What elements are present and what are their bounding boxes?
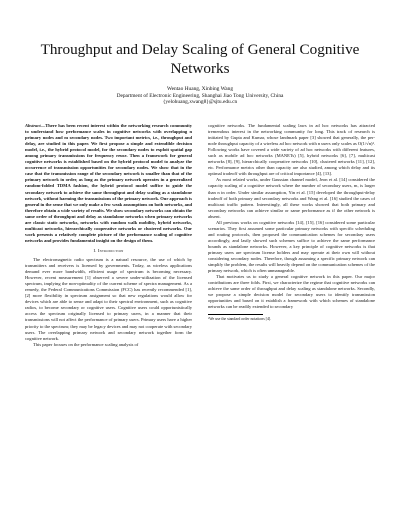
right-column (208, 123, 375, 322)
paper-title: Throughput and Delay Scaling of General Cognitive Networks (40, 41, 360, 77)
right-paragraph-1: cognitive networks. The fundamental scaling laws in ad hoc networks has attracted tremendous interest in the networking community for long. This track of research is initiated by Gupta and Kumar, whose landmark paper [3] showed that generally, the per-node throughput capacity of a wireless ad hoc network with n users only scales as O(1/√n)¹. Following works have covered a wide variety of ad hoc networks with different features, such as mobile ad hoc networks (MANETs) [5], hybrid networks [6], [7], multicast networks [8], [9], hierarchically cooperative networks [10], clustered networks [11], [12], etc. Performance metrics other than capacity are also studied, among which delay and its optimal tradeoff with throughput are of critical importance [4], [13]. (208, 123, 375, 177)
abstract (25, 123, 192, 244)
author-email: {yelohuang,xwang8}@sjtu.edu.cn (162, 99, 238, 106)
footnote-divider (208, 314, 263, 315)
intro-paragraph-2: This paper focuses on the performance scaling analysis of (33, 341, 139, 347)
left-column (25, 123, 192, 348)
right-paragraph-2: As most related works, under Gaussian channel model, Jeon et al. [14] considered the capacity scaling of a cognitive network where the number of secondary users, m, is larger than n in order. Under similar assumption, Yin et al. [15] developed the throughput-delay tradeoff of both primary and secondary networks and Wang et al. [16] studied the cases of multicast traffic pattern. Interestingly, all these works showed that both primary and secondary networks can achieve similar or same performance as if the other network is absent. (208, 177, 375, 219)
author-names: Wentao Huang, Xinbing Wang (166, 86, 234, 92)
section-heading-introduction: I. Introduction (93, 247, 124, 253)
author-affiliation: Department of Electronic Engineering, Shanghai Jiao Tong University, China (116, 92, 284, 99)
abstract-text: —There has been recent interest within the networking research community to understand how performance scales in cognitive networks with overlapping n primary nodes and m secondary nodes. Two important metrics, i.e., throughput and delay, are studied in this paper. We first propose a simple and extendible decision model, i.e., the hybrid protocol model, for the secondary nodes to exploit spatial gap among primary transmissions for frequency reuse. Then a framework for general cognitive networks is established based on the hybrid protocol model to analyze the occurrence of transmission opportunities for secondary nodes. We show that in the case that the transmission range of the secondary network is smaller than that of the primary network in order, as long as the primary network operates in a generalized random-folded TDMA fashion, the hybrid protocol model suffice to guide the secondary network to achieve the same throughput and delay scaling as a standalone network, without harming the transmissions of the primary network. Our approach is general in the sense that we only make a few weak assumptions on both networks, and therefore obtain a wide variety of results. We show secondary networks can obtain the same order of throughput and delay as standalone networks when primary networks are classic static networks, networks with random walk mobility, hybrid networks, multicast networks, hierarchically cooperative networks or clustered networks. Our work presents a relatively complete picture of the performance scaling of cognitive networks and provides fundamental insight on the design of them. (25, 123, 192, 243)
right-paragraph-4: That motivates us to study a general cognitive network in this paper. Our major contributions are three folds. First, we characterize the regime that cognitive networks can achieve the same order of throughput and delay scaling as standalone networks. Secondly, we propose a simple decision model for secondary users to identify transmission opportunities and based on it establish a framework with which schemes of standalone networks can be readily extended to secondary (208, 274, 375, 310)
intro-paragraph-1: The electromagnetic radio spectrum is a natural resource, the use of which by transmitters and receivers is licensed by governments. Today, as wireless applications demand ever more bandwidth, efficient usage of spectrum is becoming necessary. However, recent measurement [1] observed a severe under-utilization of the licensed spectrum, implying the non-optimality of the current scheme of spectra management. As a remedy, the Federal Communications Commission (FCC) has recently recommended [1], [2] more flexibility in spectrum assignment so that new regulations would allow for devices which are able to sense and adapt to their spectral environment, such as cognitive radios, to become secondary or cognitive users. Cognitive users could opportunistically access the spectrum originally licensed to primary users, in a manner that their transmissions will not affect the performance of primary users. Primary users have a higher priority to the spectrum; they may be legacy devices and may not cooperate with secondary users. The overlapping primary network and secondary network together form the cognitive network. (25, 256, 192, 341)
author-block (40, 86, 360, 106)
right-paragraph-3: All previous works on cognitive networks [14], [15], [16] considered some particular scenarios. They first assumed some particular primary networks with specific scheduling and routing protocols, then proposed the communication schemes for secondary users accordingly, and lastly showed such schemes suffice to achieve the same performance bounds as standalone networks. However, a key principle of cognitive networks is that primary users are spectrum license holders and may operate at their own will without considering secondary nodes. Therefore, though assuming a specific primary network can simplify the problem, the results will heavily depend on the communication schemes of the primary network, which is often unmanageable. (208, 219, 375, 274)
footnote: ¹We use the standard order notations [4]. (208, 317, 272, 322)
abstract-label: Abstract (25, 123, 41, 128)
